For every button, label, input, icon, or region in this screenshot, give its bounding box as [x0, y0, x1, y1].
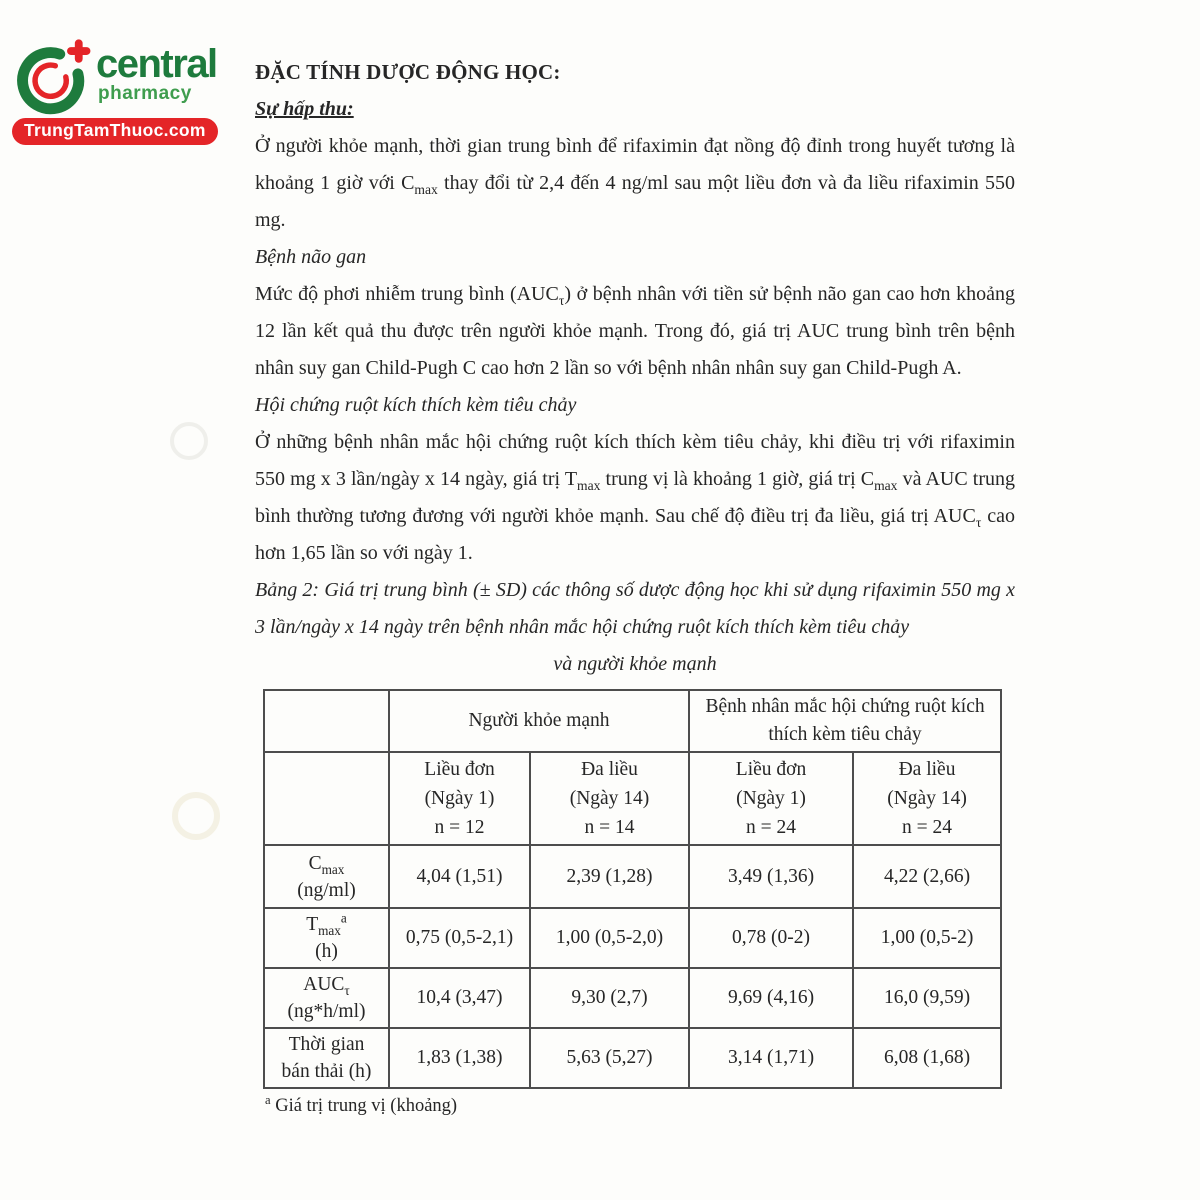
cell-value: 10,4 (3,47)	[389, 968, 530, 1028]
column-header-ibs-single-dose: Liều đơn (Ngày 1) n = 24	[689, 752, 853, 845]
table-row-half-life	[264, 1028, 1001, 1088]
row-label-auc: $AUC_\tau$ (ng*h/ml)	[264, 968, 389, 1028]
row-label-tmax: $T_{max}^a$ (h)	[264, 908, 389, 968]
logo-brand-text: central	[96, 42, 217, 86]
central-pharmacy-logo	[14, 36, 224, 145]
cell-value: 1,00 (0,5-2)	[853, 908, 1001, 968]
section-title-pharmacodynamics: ĐẶC TÍNH DƯỢC ĐỘNG HỌC:	[255, 60, 561, 84]
table-corner-cell	[264, 752, 389, 845]
hepatic-paragraph: Mức độ phơi nhiễm trung bình $(AUC_\tau)$ ở bệnh nhân với tiền sử bệnh não gan cao hơn khoảng 12 lần kết quả thu được trên người khỏe mạnh. Trong đó, giá trị AUC trung bình trên bệnh nhân suy gan Child-Pugh C cao hơn 2 lần so với bệnh nhân nhân suy gan Child-Pugh A.	[255, 283, 1015, 379]
pharmacy-c-plus-icon	[14, 36, 92, 116]
subsection-ibs-heading: Hội chứng ruột kích thích kèm tiêu chảy	[255, 394, 577, 416]
absorption-paragraph: Ở người khỏe mạnh, thời gian trung bình để rifaximin đạt nồng độ đỉnh trong huyết tương là khoảng 1 giờ với $C_{max}$ thay đổi từ 2,4 đến 4 ng/ml sau một liều đơn và đa liều rifaximin 550 mg.	[255, 135, 1015, 231]
subsection-absorption-heading: Sự hấp thu:	[255, 98, 354, 120]
cell-value: 1,83 (1,38)	[389, 1028, 530, 1088]
cell-value: 0,75 (0,5-2,1)	[389, 908, 530, 968]
table-caption: Bảng 2: Giá trị trung bình (± SD) các thông số dược động học khi sử dụng rifaximin 550 mg x 3 lần/ngày x 14 ngày trên bệnh nhân mắc hội chứng ruột kích thích kèm tiêu chảy	[255, 579, 1015, 638]
cell-value: 6,08 (1,68)	[853, 1028, 1001, 1088]
cell-value: 1,00 (0,5-2,0)	[530, 908, 689, 968]
cell-value: 16,0 (9,59)	[853, 968, 1001, 1028]
row-label-half-life: Thời gian bán thải (h)	[264, 1028, 389, 1088]
logo-website-banner: TrungTamThuoc.com	[12, 118, 218, 145]
subsection-hepatic-heading: Bệnh não gan	[255, 246, 367, 268]
cell-value: 3,14 (1,71)	[689, 1028, 853, 1088]
column-header-healthy-multi-dose: Đa liều (Ngày 14) n = 14	[530, 752, 689, 845]
scan-watermark-ring	[172, 792, 220, 840]
table-corner-cell	[264, 690, 389, 752]
cell-value: 4,04 (1,51)	[389, 845, 530, 908]
cell-value: 5,63 (5,27)	[530, 1028, 689, 1088]
table-row-auc	[264, 968, 1001, 1028]
cell-value: 9,69 (4,16)	[689, 968, 853, 1028]
ibs-paragraph: Ở những bệnh nhân mắc hội chứng ruột kích thích kèm tiêu chảy, khi điều trị với rifaximin 550 mg x 3 lần/ngày x 14 ngày, giá trị $T_{max}$ trung vị là khoảng 1 giờ, giá trị $C_{max}$ và AUC trung bình thường tương đương với người khỏe mạnh. Sau chế độ điều trị đa liều, giá trị $AUC_\tau$ cao hơn 1,65 lần so với ngày 1.	[255, 431, 1015, 564]
cell-value: 3,49 (1,36)	[689, 845, 853, 908]
column-header-ibs-multi-dose: Đa liều (Ngày 14) n = 24	[853, 752, 1001, 845]
cell-value: 2,39 (1,28)	[530, 845, 689, 908]
table-row-tmax	[264, 908, 1001, 968]
pharmacokinetics-table	[263, 689, 1002, 1089]
cell-value: 9,30 (2,7)	[530, 968, 689, 1028]
group-header-ibs: Bệnh nhân mắc hội chứng ruột kích thích kèm tiêu chảy	[689, 690, 1001, 752]
table-footnote: $^a$ Giá trị trung vị (khoảng)	[265, 1092, 458, 1116]
row-label-cmax: $C_{max}$ (ng/ml)	[264, 845, 389, 908]
column-header-healthy-single-dose: Liều đơn (Ngày 1) n = 12	[389, 752, 530, 845]
group-header-healthy: Người khỏe mạnh	[389, 690, 689, 752]
cell-value: 4,22 (2,66)	[853, 845, 1001, 908]
table-row-cmax	[264, 845, 1001, 908]
scan-watermark-ring	[170, 422, 208, 460]
cell-value: 0,78 (0-2)	[689, 908, 853, 968]
document-content	[255, 54, 1015, 1119]
table-caption-tail: và người khỏe mạnh	[553, 653, 717, 675]
logo-subtitle-text: pharmacy	[98, 83, 192, 104]
